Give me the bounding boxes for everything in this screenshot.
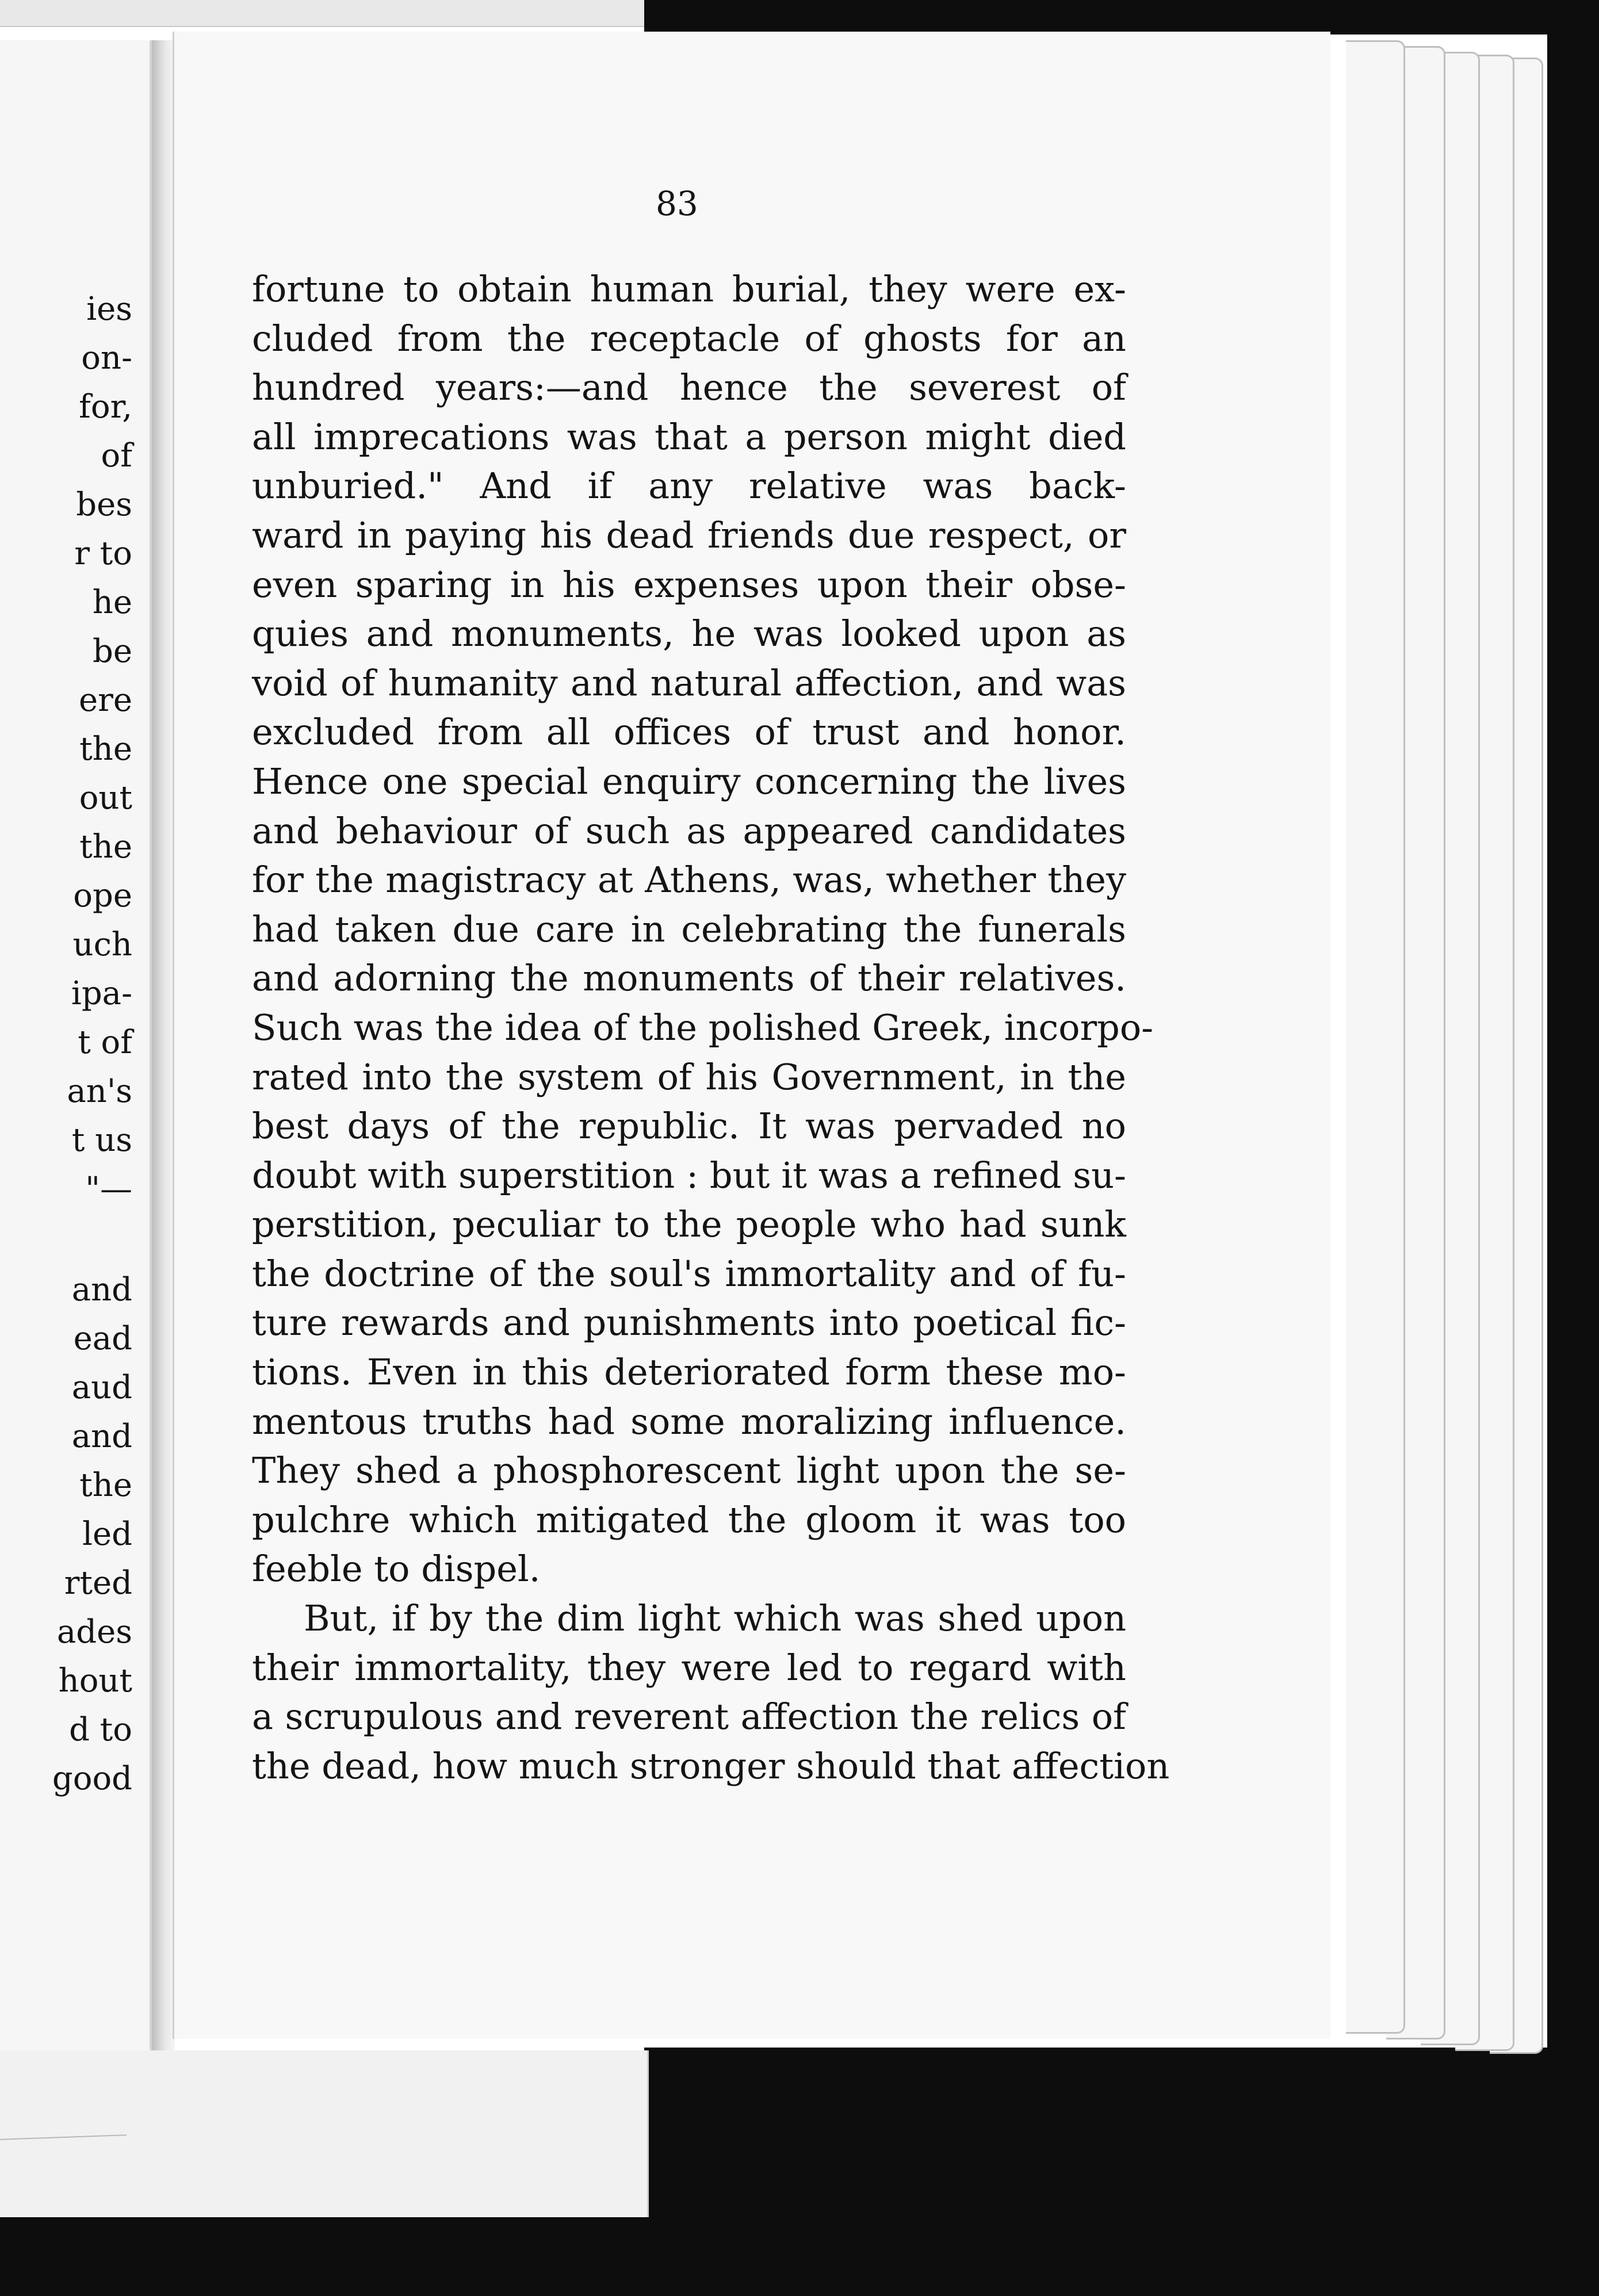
text-line: Such was the idea of the polished Greek, incorpo- — [252, 1006, 1154, 1048]
previous-page-fragment: hout — [58, 1662, 132, 1700]
text-line: unburied." And if any relative was back- — [252, 465, 1126, 507]
top-shadow — [0, 0, 644, 27]
previous-page-fragment: rted — [64, 1564, 132, 1602]
text-line: rated into the system of his Government, in the — [252, 1055, 1126, 1098]
text-line: tions. Even in this deteriorated form these mo- — [252, 1351, 1126, 1394]
text-line: for the magistracy at Athens, was, whether they — [252, 859, 1126, 901]
previous-page-fragment: t of — [78, 1024, 132, 1061]
text-line: ture rewards and punishments into poetical fic- — [252, 1302, 1126, 1344]
text-line: and behaviour of such as appeared candidates — [252, 809, 1126, 852]
text-line: even sparing in his expenses upon their obse- — [252, 563, 1126, 606]
text-line: hundred years:—and hence the severest of — [252, 366, 1126, 409]
book-gutter — [152, 40, 175, 2050]
previous-page-fragment: the — [79, 1467, 132, 1504]
previous-page-fragment: "— — [85, 1170, 132, 1208]
page-edge — [1346, 40, 1405, 2034]
previous-page-fragment: for, — [79, 388, 132, 426]
previous-page-fragment: be — [93, 633, 132, 670]
text-line: perstition, peculiar to the people who had sunk — [252, 1203, 1126, 1246]
previous-page-fragment: led — [82, 1516, 132, 1553]
background-bottom-strip — [0, 2217, 1599, 2296]
previous-page-fragment: on- — [81, 339, 132, 377]
text-line: They shed a phosphorescent light upon the se- — [252, 1449, 1126, 1492]
previous-page-bottom — [0, 2050, 649, 2217]
text-line: best days of the republic. It was pervaded no — [252, 1105, 1126, 1147]
text-line: the doctrine of the soul's immortality and of fu- — [252, 1252, 1126, 1295]
previous-page-fragment: ere — [78, 682, 132, 719]
previous-page-fragment: t us — [71, 1122, 132, 1159]
text-line: the dead, how much stronger should that affection — [252, 1744, 1170, 1787]
previous-page-fragment: and — [71, 1271, 132, 1308]
background-top — [644, 0, 1599, 35]
previous-page-fragment: and — [71, 1418, 132, 1455]
text-line: doubt with superstition : but it was a refined su- — [252, 1154, 1126, 1196]
text-line: pulchre which mitigated the gloom it was too — [252, 1498, 1126, 1541]
previous-page — [0, 40, 152, 2050]
text-line: excluded from all offices of trust and honor. — [252, 711, 1126, 753]
text-line: But, if by the dim light which was shed upon — [304, 1597, 1126, 1640]
previous-page-fragment: good — [52, 1760, 132, 1797]
previous-page-fragment: the — [79, 730, 132, 768]
previous-page-fragment: ades — [56, 1613, 132, 1651]
text-line: Hence one special enquiry concerning the lives — [252, 760, 1126, 802]
previous-page-fragment: an's — [67, 1073, 132, 1110]
text-line: fortune to obtain human burial, they were ex- — [252, 268, 1126, 310]
text-line: quies and monuments, he was looked upon as — [252, 613, 1126, 655]
text-line: ward in paying his dead friends due respect, or — [252, 514, 1126, 556]
previous-page-fragment: the — [79, 828, 132, 866]
background-right — [1547, 0, 1599, 2296]
text-line: their immortality, they were led to regard with — [252, 1646, 1126, 1689]
previous-page-fragment: d to — [69, 1711, 132, 1748]
body-text — [252, 265, 1170, 1790]
previous-page-fragment: out — [79, 779, 132, 817]
text-line: and adorning the monuments of their relatives. — [252, 957, 1126, 1000]
previous-page-fragment: ope — [73, 877, 132, 914]
previous-page-fragment: ead — [73, 1320, 132, 1357]
previous-page-fragment: r to — [74, 535, 132, 572]
text-line: had taken due care in celebrating the funerals — [252, 908, 1126, 950]
text-line: cluded from the receptacle of ghosts for an — [252, 317, 1126, 359]
previous-page-fragment: bes — [76, 486, 132, 523]
previous-page-fragment: ies — [86, 290, 132, 328]
previous-page-fragment: aud — [71, 1369, 132, 1406]
previous-page-fragment: of — [101, 437, 132, 474]
previous-page-fragment: ipa- — [71, 975, 132, 1012]
previous-page-fragment: uch — [72, 926, 132, 963]
previous-page-fragment: he — [92, 584, 132, 621]
text-line: mentous truths had some moralizing influence. — [252, 1400, 1126, 1442]
text-line: a scrupulous and reverent affection the relics of — [252, 1696, 1126, 1738]
page-number: 83 — [656, 184, 698, 223]
text-line: void of humanity and natural affection, and was — [252, 661, 1126, 704]
text-line: feeble to dispel. — [252, 1548, 541, 1590]
text-line: all imprecations was that a person might died — [252, 415, 1126, 458]
